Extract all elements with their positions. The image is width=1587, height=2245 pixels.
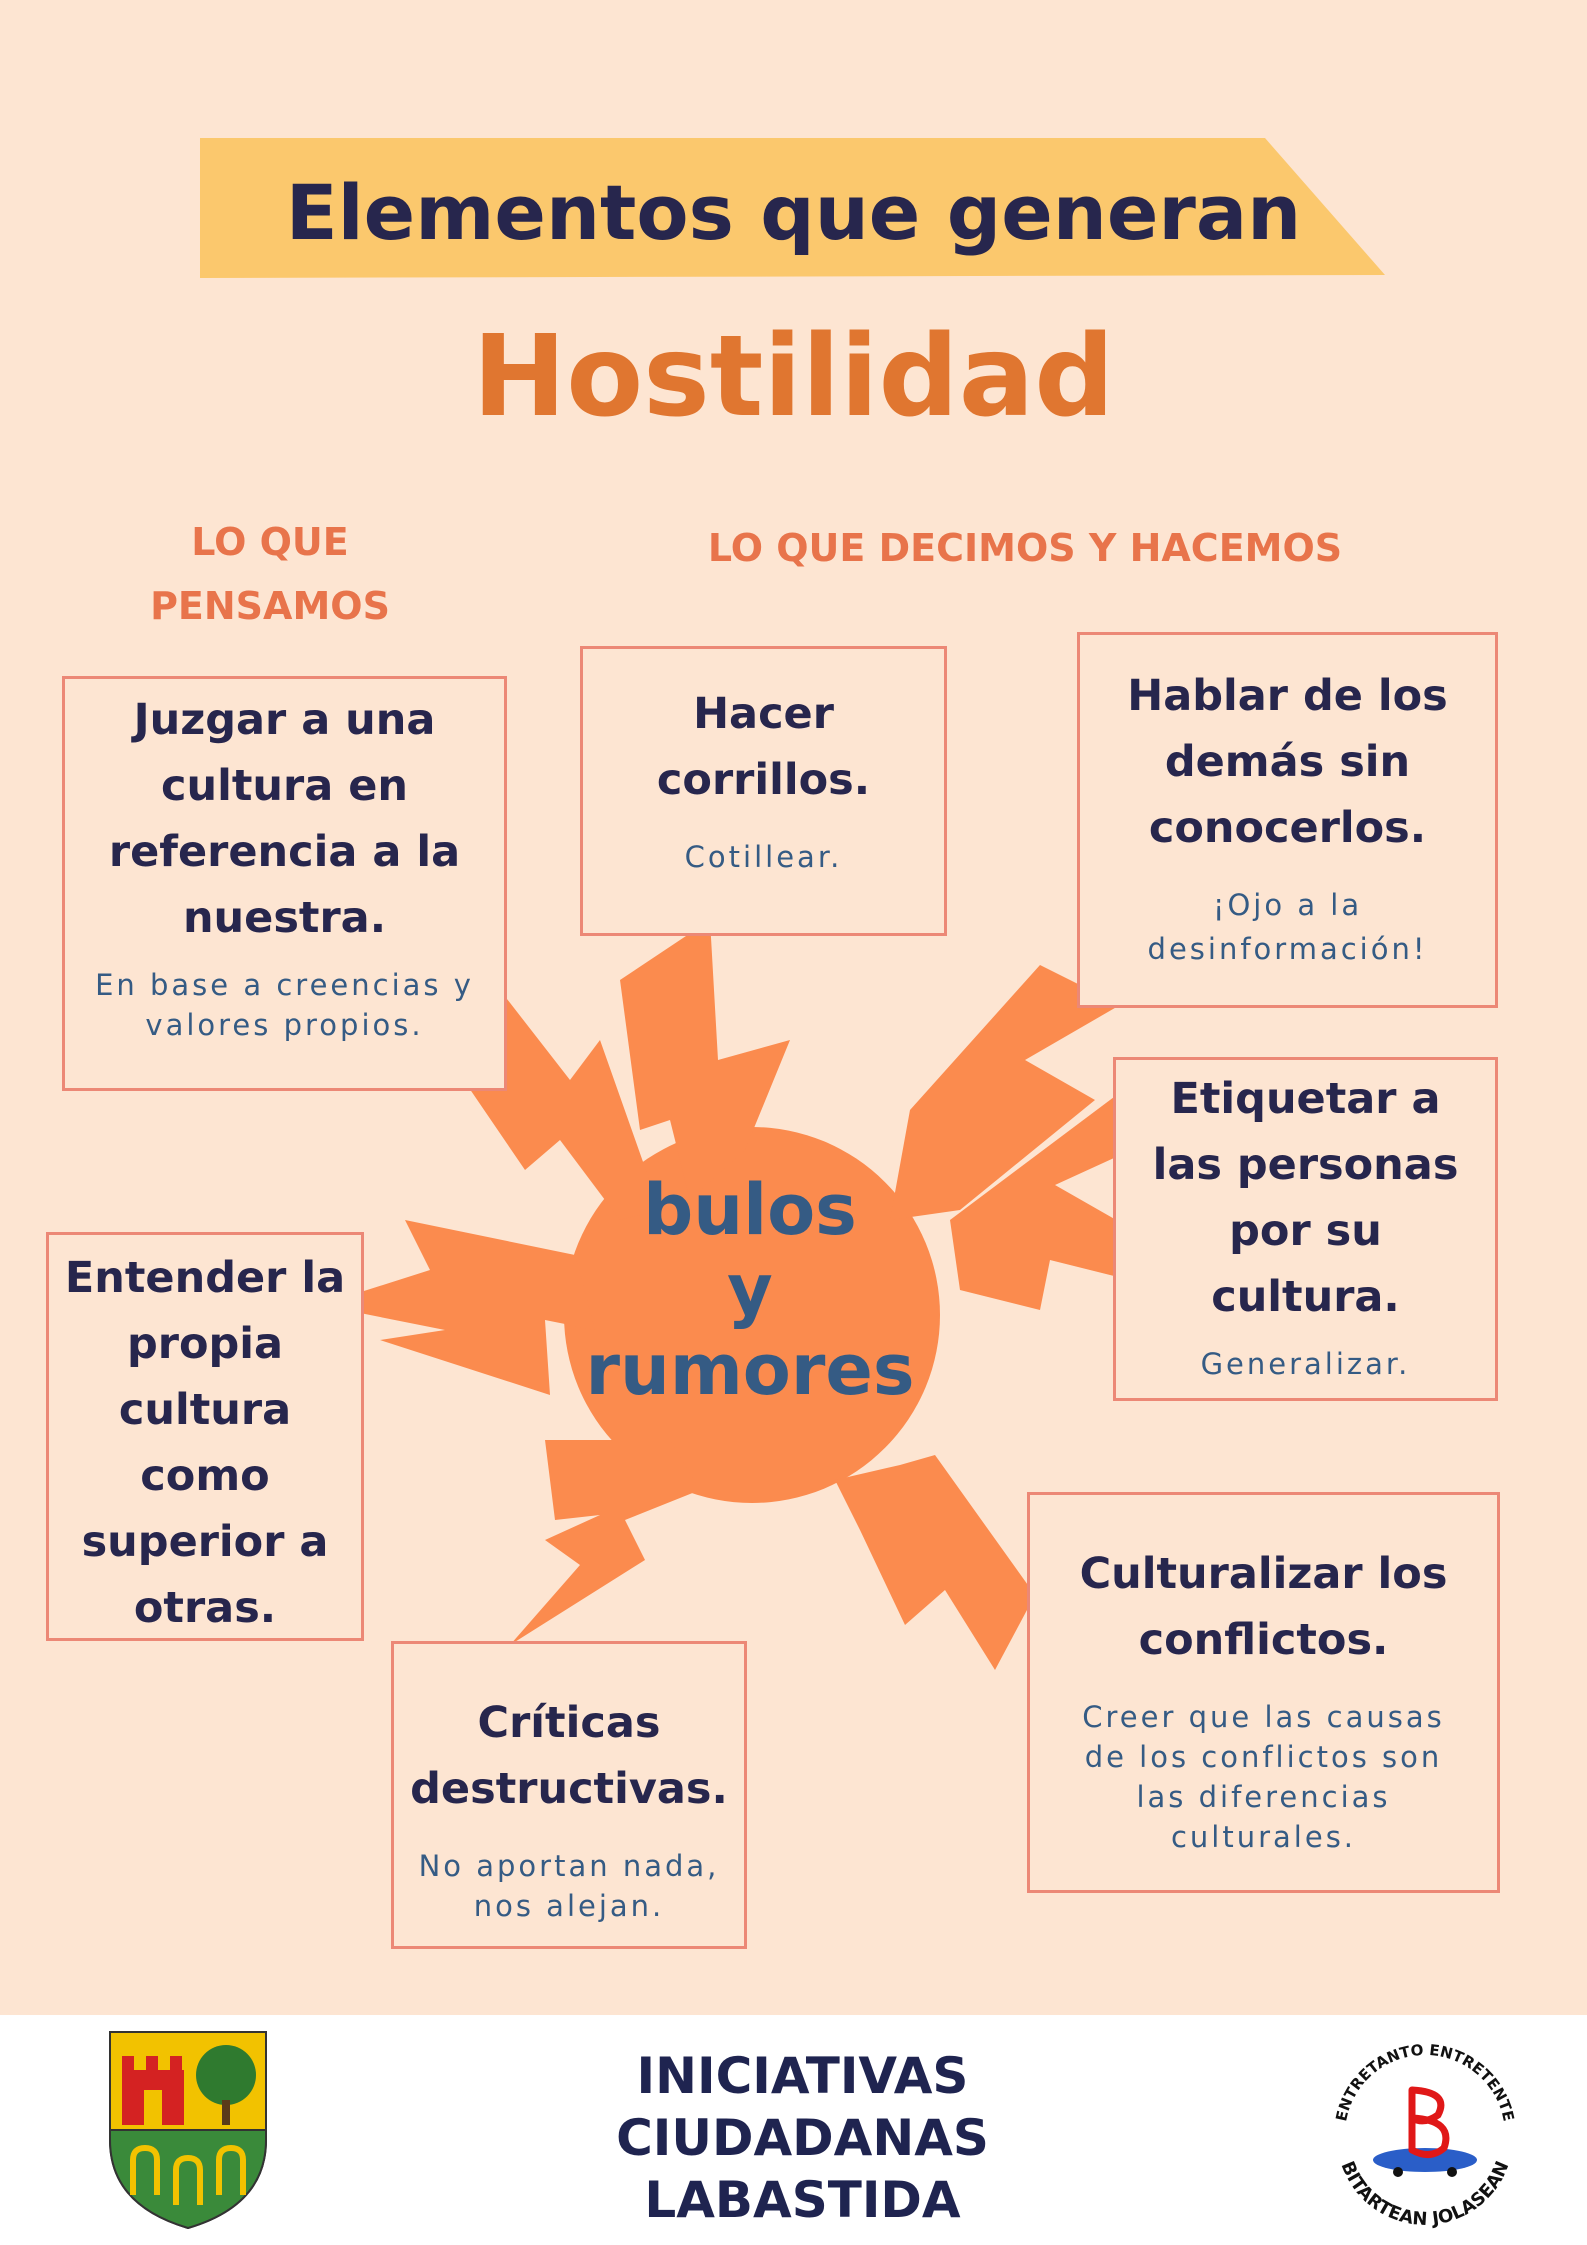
card-entender-main: Entender la propia cultura como superior a otras. <box>64 1253 346 1633</box>
center-line-3: rumores <box>585 1329 915 1411</box>
card-criticas <box>391 1641 747 1949</box>
page-title: Elementos que generan <box>285 168 1302 257</box>
center-line-2: y <box>727 1249 773 1331</box>
card-hablar-note: ¡Ojo a la desinformación! <box>1147 888 1428 966</box>
logo-bottom-text: BITARTEAN JOLASEAN <box>1336 2158 1514 2231</box>
card-etiquetar-main: Etiquetar a las personas por su cultura. <box>1152 1074 1459 1322</box>
card-culturalizar-main: Culturalizar los conflictos. <box>1079 1549 1448 1665</box>
card-juzgar-main: Juzgar a una cultura en referencia a la nuestra. <box>108 695 461 943</box>
card-etiquetar-note: Generalizar. <box>1200 1347 1411 1381</box>
card-corrillos-main: Hacer corrillos. <box>656 689 871 805</box>
center-bulos-rumores <box>560 1170 940 1410</box>
card-criticas-note: No aportan nada, nos alejan. <box>418 1849 720 1923</box>
card-corrillos-note: Cotillear. <box>684 840 843 874</box>
heading-lo-que-decimos: LO QUE DECIMOS Y HACEMOS <box>707 526 1343 570</box>
footer-initiative-text: INICIATIVAS CIUDADANAS LABASTIDA <box>616 2047 989 2229</box>
card-hablar-main: Hablar de los demás sin conocerlos. <box>1127 671 1448 853</box>
svg-text:ENTRETANTO ENTRETENTE <box>1332 2041 1517 2123</box>
logo-top-text: ENTRETANTO ENTRETENTE <box>1332 2040 1518 2123</box>
card-juzgar-note: En base a creencias y valores propios. <box>95 968 474 1042</box>
coat-of-arms-logo <box>108 2030 268 2230</box>
card-hablar <box>1077 632 1498 1008</box>
card-culturalizar-note: Creer que las causas de los conflictos son las diferencias culturales. <box>1082 1700 1445 1854</box>
card-corrillos <box>580 646 947 936</box>
card-culturalizar <box>1027 1492 1500 1893</box>
card-juzgar <box>62 676 507 1091</box>
footer <box>0 2015 1587 2245</box>
center-line-1: bulos <box>643 1169 857 1251</box>
card-etiquetar <box>1113 1057 1498 1401</box>
card-entender <box>46 1232 364 1641</box>
heading-lo-que-pensamos: LO QUE PENSAMOS <box>150 520 390 628</box>
card-criticas-main: Críticas destructivas. <box>410 1698 728 1814</box>
page-subtitle: Hostilidad <box>472 312 1115 442</box>
bitartean-jolasean-logo <box>1320 2030 1530 2240</box>
